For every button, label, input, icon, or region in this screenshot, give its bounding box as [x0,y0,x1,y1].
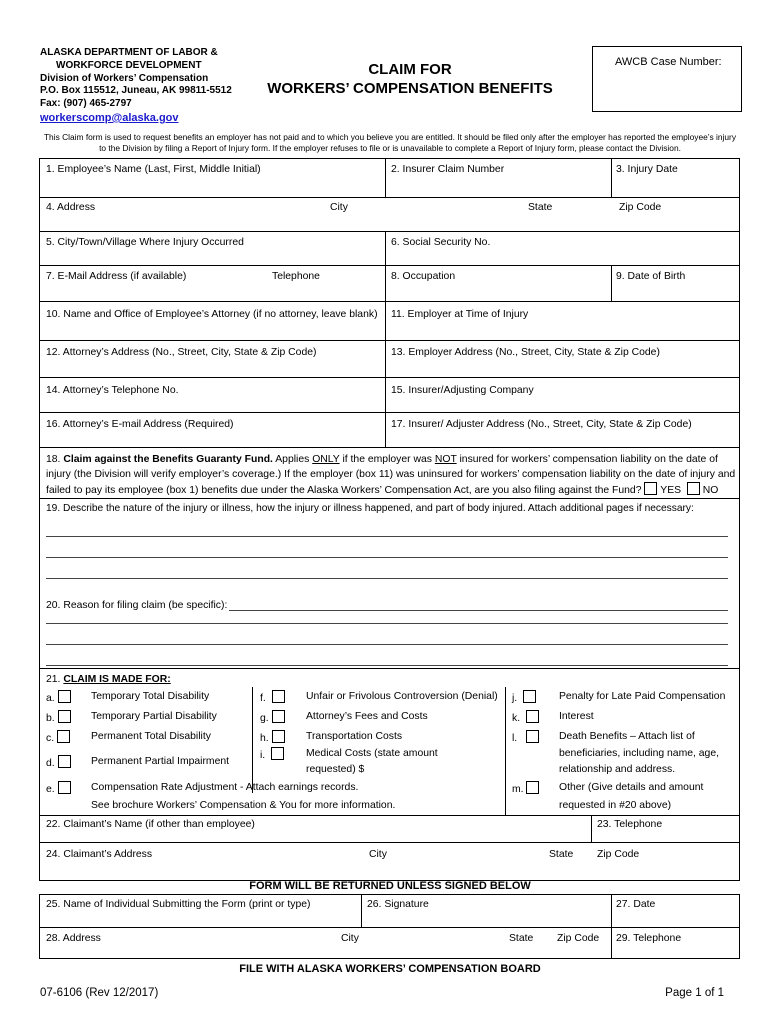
attorney-fees-label: Attorney’s Fees and Costs [306,711,428,722]
employer-address-field[interactable]: 13. Employer Address (No., Street, City, State & Zip Code) [391,347,660,358]
fax-number: Fax: (907) 465-2797 [40,98,132,110]
injury-description-line[interactable] [46,578,728,579]
col-divider [385,158,386,197]
telephone-field[interactable]: Telephone [272,271,320,282]
zip-code-field[interactable]: Zip Code [619,202,662,213]
email-field[interactable]: 7. E-Mail Address (if available) [46,271,187,282]
col-divider [611,158,612,197]
reason-label: 20. Reason for filing claim (be specific): [46,600,228,611]
item-e [46,781,71,796]
submitter-telephone-field[interactable]: 29. Telephone [616,933,682,944]
reason-line[interactable] [46,665,728,666]
occupation-field[interactable]: 8. Occupation [391,271,456,282]
row-divider [39,340,740,341]
item-j-letter: j. [512,693,518,704]
row-divider [39,842,740,843]
row-divider [39,412,740,413]
reason-line[interactable] [46,644,728,645]
ssn-field[interactable]: 6. Social Security No. [391,237,491,248]
item-k [512,710,539,725]
death-benefits-checkbox[interactable] [526,730,539,743]
row-divider [39,231,740,232]
submitter-address-field[interactable]: 28. Address [46,933,101,944]
item-b-letter: b. [46,713,55,724]
q18-num: 18. [46,454,64,465]
col-divider [505,687,506,815]
col-divider [611,894,612,959]
row-divider [39,447,740,448]
intro-text [40,132,740,154]
fund-no-checkbox[interactable] [687,482,700,495]
item-i [260,747,284,762]
q18-not: NOT [434,454,457,465]
injury-location-field[interactable]: 5. City/Town/Village Where Injury Occurred [46,237,244,248]
attorney-email-field[interactable]: 16. Attorney’s E-mail Address (Required) [46,419,234,430]
row-divider [39,815,740,816]
col-divider [611,265,612,301]
q18-bold: Claim against the Benefits Guaranty Fund. [63,454,273,465]
agency-subname: WORKFORCE DEVELOPMENT [56,59,202,71]
item-m-letter: m. [512,784,524,795]
fund-no-label: NO [702,485,719,496]
col-divider [361,894,362,927]
q21-num: 21. [46,674,64,685]
temporary-total-disability-label: Temporary Total Disability [91,691,210,702]
signature-field[interactable]: 26. Signature [367,899,429,910]
row-divider [39,301,740,302]
insurer-address-field[interactable]: 17. Insurer/ Adjuster Address (No., Street, City, State & Zip Code) [391,419,692,430]
col-divider [385,231,386,447]
permanent-total-disability-label: Permanent Total Disability [91,731,211,742]
division-name: Division of Workers’ Compensation [40,72,209,84]
row-divider [39,377,740,378]
permanent-total-disability-checkbox[interactable] [57,730,70,743]
submitter-zip-field[interactable]: Zip Code [557,933,600,944]
agency-address-block [40,47,232,125]
compensation-rate-label: Compensation Rate Adjustment - Attach earnings records. [91,782,359,793]
fund-yes-label: YES [660,485,682,496]
row-divider [39,498,740,499]
file-with-heading: FILE WITH ALASKA WORKERS’ COMPENSATION BOARD [239,963,541,975]
agency-name: ALASKA DEPARTMENT OF LABOR & [40,47,218,58]
submitter-state-field[interactable]: State [509,933,534,944]
item-j [512,690,536,705]
late-penalty-label: Penalty for Late Paid Compensation [559,691,726,702]
row-divider [39,668,740,669]
item-i-letter: i. [260,750,266,761]
attorney-address-field[interactable]: 12. Attorney’s Address (No., Street, City, State & Zip Code) [46,347,317,358]
item-c [46,730,70,745]
row-divider [39,927,740,928]
medical-costs-label: Medical Costs (state amount [306,748,438,759]
injury-description-label: 19. Describe the nature of the injury or illness, how the injury or illness happened, and part of body injured. Attach additional pages if necessary: [46,503,694,514]
date-field[interactable]: 27. Date [616,899,656,910]
fund-yes-checkbox[interactable] [644,482,657,495]
q18-t1: Applies [272,454,313,465]
submitter-city-field[interactable]: City [341,933,359,944]
po-box: P.O. Box 115512, Juneau, AK 99811-5512 [40,85,232,97]
signature-heading: FORM WILL BE RETURNED UNLESS SIGNED BELOW [249,880,531,892]
attorney-fees-checkbox[interactable] [272,710,285,723]
employer-field[interactable]: 11. Employer at Time of Injury [391,309,529,320]
interest-checkbox[interactable] [526,710,539,723]
brochure-note: See brochure Workers’ Compensation & You for more information. [91,800,396,811]
page-number: Page 1 of 1 [665,987,724,999]
submitter-name-field[interactable]: 25. Name of Individual Submitting the Form (print or type) [46,899,311,910]
item-l-letter: l. [512,733,518,744]
temporary-partial-disability-checkbox[interactable] [58,710,71,723]
q18-only: ONLY [312,454,340,465]
q18-t3: insured for workers’ compensation liability on the date of injury (the Division will verify employer’s coverage.) If the employer (box 11) was uninsured for workers’ compensation liability on the date of injury and failed to pay its employee (box 1) benefits due under the Alaska Workers’ Compensation Act, are you also filing against the Fund? [46,454,736,496]
item-k-letter: k. [512,713,521,724]
injury-description-line[interactable] [46,536,728,537]
item-m [512,781,539,796]
late-penalty-checkbox[interactable] [523,690,536,703]
temporary-total-disability-checkbox[interactable] [58,690,71,703]
injury-description-line[interactable] [46,557,728,558]
title-line-1: CLAIM FOR [368,61,452,78]
employee-name-field[interactable]: 1. Employee’s Name (Last, First, Middle Initial) [46,164,261,175]
death-benefits-label: Death Benefits – Attach list of [559,731,695,742]
col-divider [252,687,253,793]
item-b [46,710,71,725]
insurer-claim-number-field[interactable]: 2. Insurer Claim Number [391,164,505,175]
death-benefits-label-2: beneficiaries, including name, age, [559,748,719,759]
intro-line-1: This Claim form is used to request benefits an employer has not paid and to which you believe you are entitled. It should be filed only after the employer has reported the employee’s injury [43,132,737,142]
medical-costs-amount[interactable]: requested) $ [306,764,365,775]
form-number: 07-6106 (Rev 12/2017) [40,987,159,999]
item-g-letter: g. [260,713,269,724]
title-line-2: WORKERS’ COMPENSATION BENEFITS [267,80,553,97]
item-f-letter: f. [260,693,266,704]
item-h-letter: h. [260,733,269,744]
case-number-label: AWCB Case Number: [615,56,722,68]
state-field[interactable]: State [528,202,553,213]
benefits-guaranty-fund-question [46,452,736,498]
q21-title: CLAIM IS MADE FOR: [63,674,171,685]
attorney-name-field[interactable]: 10. Name and Office of Employee’s Attorney (if no attorney, leave blank) [46,309,378,320]
other-label: Other (Give details and amount [559,782,704,793]
item-f [260,690,285,705]
item-d [46,755,71,770]
compensation-rate-checkbox[interactable] [58,781,71,794]
form-title [240,60,580,98]
item-a-letter: a. [46,693,55,704]
item-a [46,690,71,705]
email-link[interactable]: workerscomp@alaska.gov [40,111,179,124]
attorney-telephone-field[interactable]: 14. Attorney’s Telephone No. [46,385,179,396]
permanent-partial-impairment-checkbox[interactable] [58,755,71,768]
q18-t2: if the employer was [339,454,435,465]
injury-date-field[interactable]: 3. Injury Date [616,164,678,175]
row-divider [39,197,740,198]
col-divider [591,815,592,842]
claim-made-for-heading [46,673,171,686]
date-of-birth-field[interactable]: 9. Date of Birth [616,271,686,282]
reason-line[interactable] [229,610,728,611]
row-divider [39,265,740,266]
unfair-controversion-checkbox[interactable] [272,690,285,703]
transportation-costs-label: Transportation Costs [306,731,403,742]
item-e-letter: e. [46,784,55,795]
unfair-controversion-label: Unfair or Frivolous Controversion (Denial) [306,691,498,702]
claimant-name-field[interactable]: 22. Claimant’s Name (if other than employee) [46,819,255,830]
permanent-partial-impairment-label: Permanent Partial Impairment [91,756,230,767]
intro-line-2: to the Division by filing a Report of Injury form. If the employer refuses to file or is unavailable to complete a Report of Injury form, please contact the Division. [99,143,681,153]
item-g [260,710,285,725]
insurer-company-field[interactable]: 15. Insurer/Adjusting Company [391,385,534,396]
claimant-address-field[interactable]: 24. Claimant’s Address [46,849,153,860]
transportation-costs-checkbox[interactable] [272,730,285,743]
item-c-letter: c. [46,733,55,744]
claimant-state-field[interactable]: State [549,849,574,860]
item-l [512,730,539,745]
city-field[interactable]: City [330,202,348,213]
claimant-telephone-field[interactable]: 23. Telephone [597,819,663,830]
other-checkbox[interactable] [526,781,539,794]
temporary-partial-disability-label: Temporary Partial Disability [91,711,217,722]
other-label-2: requested in #20 above) [559,800,672,811]
address-field[interactable]: 4. Address [46,202,96,213]
awcb-case-number-field[interactable] [592,46,742,112]
claimant-zip-field[interactable]: Zip Code [597,849,640,860]
item-h [260,730,285,745]
reason-line[interactable] [46,623,728,624]
death-benefits-label-3: relationship and address. [559,764,676,775]
interest-label: Interest [559,711,594,722]
claimant-city-field[interactable]: City [369,849,387,860]
item-d-letter: d. [46,758,55,769]
medical-costs-checkbox[interactable] [271,747,284,760]
